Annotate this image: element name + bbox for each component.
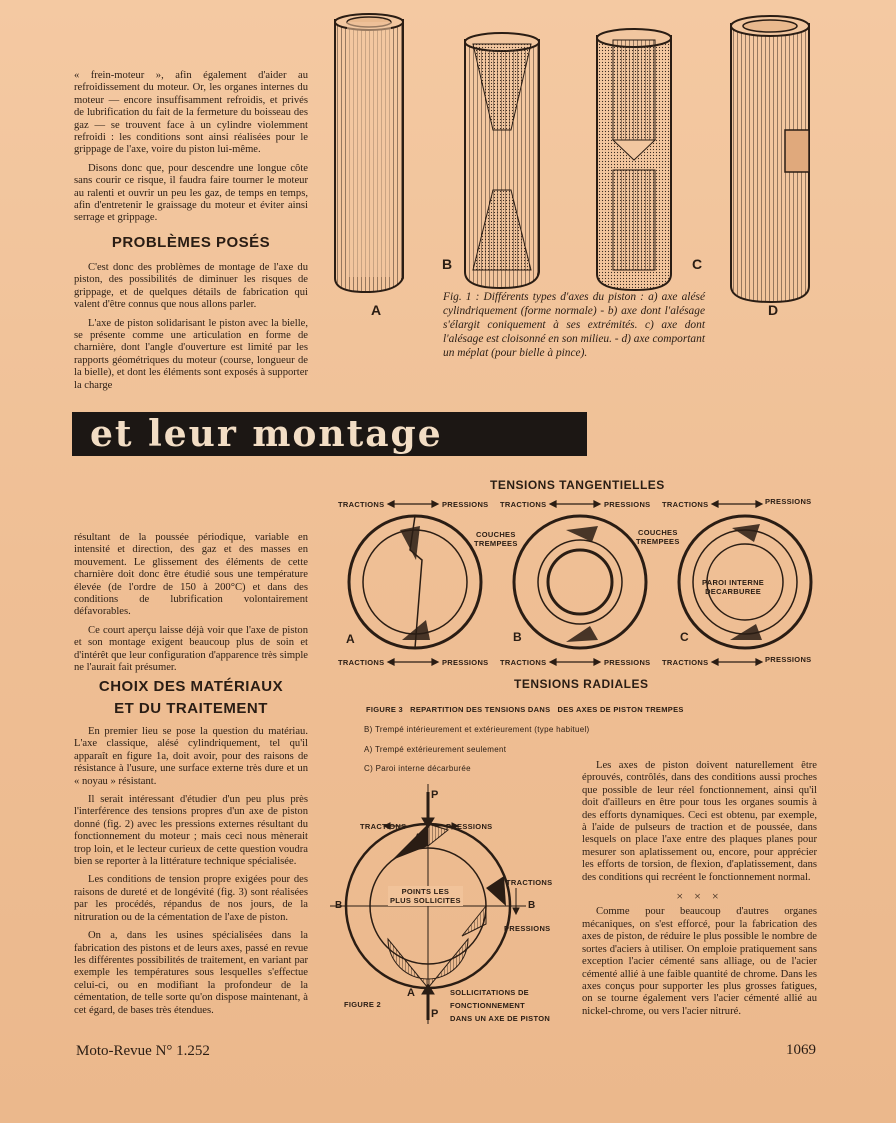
fig3-label-a: A bbox=[346, 632, 355, 646]
label-line: COUCHES bbox=[638, 528, 678, 537]
paragraph: On a, dans les usines spécialisées dans la fabrication des pistons et de leurs axes, passé en revue les différentes possibilités de traitement, en variant par exemple les températures sous lesquelles s'effectue celui-ci, ou en modifiant la profondeur de la cémentation, de telle sorte qu'on dispose maintenant, à cet égard, de bases très étendues. bbox=[74, 930, 308, 1016]
choix-column bbox=[74, 726, 308, 1023]
intro-column bbox=[74, 70, 308, 231]
couches-trempees-label bbox=[636, 528, 680, 546]
fig2-p-top: P bbox=[431, 789, 439, 801]
banner-title: et leur montage bbox=[72, 412, 587, 456]
figure-1-piston-pins bbox=[325, 10, 825, 310]
fig1-caption: Fig. 1 : Différents types d'axes du piston : a) axe alésé cylindriquement (forme normale) - b) axe dont l'alésage s'élargit coniquement à ses extrémités. c) axe dont l'alésage est cloisonné en son milieu. - d) axe comportant un méplat (pour bielle à pince). bbox=[443, 291, 705, 359]
heading-line: CHOIX DES MATÉRIAUX bbox=[98, 678, 284, 695]
fig1-label-a: A bbox=[371, 302, 382, 318]
fig3-legend-b: B) Trempé intérieurement et extérieurement (type habituel) bbox=[364, 725, 590, 734]
pression-label: PRESSIONS bbox=[604, 658, 651, 667]
caption-line: SOLLICITATIONS DE bbox=[450, 988, 529, 997]
fig2-a-bottom: A bbox=[407, 987, 415, 999]
traction-label: TRACTIONS bbox=[500, 500, 547, 509]
fig2-a-top: A bbox=[414, 832, 422, 844]
fig3-title-bottom: TENSIONS RADIALES bbox=[514, 677, 649, 691]
pression-label: PRESSIONS bbox=[765, 497, 812, 506]
caption-line: FONCTIONNEMENT bbox=[450, 1001, 526, 1010]
fig2-figure-label: FIGURE 2 bbox=[344, 1000, 381, 1009]
traction-label: TRACTIONS bbox=[662, 658, 709, 667]
continuation-column bbox=[74, 532, 308, 680]
fig2-tractions-top: TRACTIONS bbox=[360, 822, 407, 831]
fig3-label-b: B bbox=[513, 630, 522, 644]
paragraph: « frein-moteur », afin également d'aider au refroidissement du moteur. Or, les organes internes du moteur — encore insuffisamment refroidis, et privés de lubrification du fait de la fermeture du boisseau des gaz — se trouvent face à un cylindre violemment refroidi : les conditions sont ainsi réalisées pour le grippage de l'axe, voire du piston lui-même. bbox=[74, 70, 308, 156]
pression-label: PRESSIONS bbox=[442, 658, 489, 667]
fig2-tractions-right: TRACTIONS bbox=[506, 878, 553, 887]
paragraph: En premier lieu se pose la question du matériau. L'axe classique, alésé cylindriquement, tel qu'il apparaît en figure 1a, doit avoir, pour des raisons de résistance à l'usure, une surface externe très dure et un « noyau » résistant. bbox=[74, 726, 308, 787]
paragraph: résultant de la poussée périodique, variable en intensité et direction, des gaz et des masses en mouvement. Le glissement des éléments de cette charnière doit donc être étudié sous une température élevée (de l'ordre de 150 à 200°C) et dans des conditions de lubrification volontairement défavorables. bbox=[74, 532, 308, 618]
paragraph: C'est donc des problèmes de montage de l'axe du piston, des possibilités de diminuer les risques de grippage, et de quelques détails de fabrication qui valent d'être connus que nous allons parler. bbox=[74, 262, 308, 311]
label-line: POINTS LES bbox=[401, 887, 450, 896]
fig2-p-bottom: P bbox=[431, 1008, 439, 1020]
label-line: COUCHES bbox=[476, 530, 516, 539]
pin-b bbox=[465, 33, 539, 288]
fig2-pressions-right: PRESSIONS bbox=[504, 924, 551, 933]
label-line: PAROI INTERNE bbox=[702, 578, 765, 587]
fig3-legend-c: C) Paroi interne décarburée bbox=[364, 764, 471, 773]
problemes-column bbox=[74, 262, 308, 398]
fig2-b-right: B bbox=[528, 900, 536, 911]
fig1-label-c: C bbox=[692, 256, 703, 272]
pression-label: PRESSIONS bbox=[442, 500, 489, 509]
separator: × × × bbox=[676, 889, 723, 904]
section-heading-problemes: PROBLÈMES POSÉS bbox=[111, 234, 271, 251]
pin-d bbox=[731, 16, 809, 302]
fig2-b-left: B bbox=[335, 900, 343, 911]
fig1-label-b: B bbox=[442, 256, 453, 272]
paroi-label bbox=[702, 578, 764, 596]
traction-label: TRACTIONS bbox=[500, 658, 547, 667]
paragraph: Les axes de piston doivent naturellement être éprouvés, contrôlés, dans des conditions aussi proches que possible de leur réel fonctionnement, ainsi qu'il doit d'ailleurs en être pour tous les organes soumis à des efforts dynamiques. Ceci est obtenu, par exemple, à l'aide de pulseurs de traction et de poussée, dans lesquels on place l'axe entre des plaques planes pour mesurer son aplatissement ou, encore, pour apprécier les efforts de torsion, de flexion, d'aplatissement, dans des conditions qui recréent le fonctionnement normal. bbox=[582, 760, 817, 883]
traction-label: TRACTIONS bbox=[662, 500, 709, 509]
footer-page-number: 1069 bbox=[786, 1042, 816, 1058]
fig2-pressions-top: PRESSIONS bbox=[446, 822, 493, 831]
paragraph: L'axe de piston solidarisant le piston avec la bielle, se présente comme une articulation en forme de charnière, dont l'angle d'ouverture est limité par les rapports géométriques du moteur (course, longueur de la bielle), et dont les éléments sont exposés à supporter la charge bbox=[74, 317, 308, 391]
pin-a bbox=[335, 14, 403, 292]
section-heading-choix bbox=[74, 676, 308, 720]
pin-c bbox=[597, 29, 671, 290]
paragraph: Disons donc que, pour descendre une longue côte sans courir ce risque, il faudra faire tourner le moteur au ralenti et ouvrir un peu les gaz, de temps en temps, afin d'entretenir le graissage du moteur et éviter ainsi serrage et grippage. bbox=[74, 162, 308, 224]
label-line: TREMPEES bbox=[474, 539, 518, 548]
right-column bbox=[582, 760, 817, 1024]
fig2-points-label bbox=[388, 886, 463, 906]
paragraph: Comme pour beaucoup d'autres organes mécaniques, on s'est efforcé, pour la fabrication des axes de piston, de réduire le plus possible le nombre de sortes d'aciers à utiliser. On emploie pratiquement sans exception l'acier cémenté sans alliage, ou de l'acier cémenté allié à une faible quantité de chrome. Dans les axes conçus pour supporter les plus grosses fatigues, on se tourne également vers l'acier cémenté allié au nickel-chrome, ou vers l'acier nitruré. bbox=[582, 906, 817, 1017]
fig1-label-d: D bbox=[768, 302, 779, 318]
traction-label: TRACTIONS bbox=[338, 658, 385, 667]
traction-label: TRACTIONS bbox=[338, 500, 385, 509]
paragraph: Il serait intéressant d'étudier d'un peu plus près l'interférence des tensions propres d'un axe de piston donné (fig. 2) avec les pressions externes résultant du fonctionnement du moteur ; mais ceci nous mènerait trop loin, et le lecteur curieux de cette question voudra bien se reporter à la littérature technique spécialisée. bbox=[74, 794, 308, 868]
label-line: DECARBUREE bbox=[705, 587, 762, 596]
paragraph: Les conditions de tension propre exigées pour des raisons de dureté et de longévité (fig. 3) sont réalisées par les procédés, répandus de nos jours, de la nitruration ou de la cémentation de l'axe de piston. bbox=[74, 874, 308, 923]
fig2-caption bbox=[450, 986, 550, 1025]
caption-line: DANS UN AXE DE PISTON bbox=[450, 1014, 551, 1023]
fig3-label-c: C bbox=[680, 630, 689, 644]
fig3-legend-a: A) Trempé extérieurement seulement bbox=[364, 745, 507, 754]
couches-trempees-label bbox=[474, 530, 518, 548]
fig3-caption: FIGURE 3 REPARTITION DES TENSIONS DANS DES AXES DE PISTON TREMPES bbox=[366, 705, 684, 714]
label-line: TREMPEES bbox=[636, 537, 680, 546]
pression-label: PRESSIONS bbox=[604, 500, 651, 509]
heading-line: ET DU TRAITEMENT bbox=[114, 700, 268, 717]
footer-issue: Moto-Revue N° 1.252 bbox=[76, 1043, 210, 1059]
pression-label: PRESSIONS bbox=[765, 655, 812, 664]
fig3-title-top: TENSIONS TANGENTIELLES bbox=[490, 478, 665, 492]
label-line: PLUS SOLLICITES bbox=[390, 896, 461, 905]
paragraph: Ce court aperçu laisse déjà voir que l'axe de piston et son montage exigent beaucoup plus de soin et d'intérêt que leur configuration d'apparence très simple ne l'aurait fait présumer. bbox=[74, 624, 308, 674]
